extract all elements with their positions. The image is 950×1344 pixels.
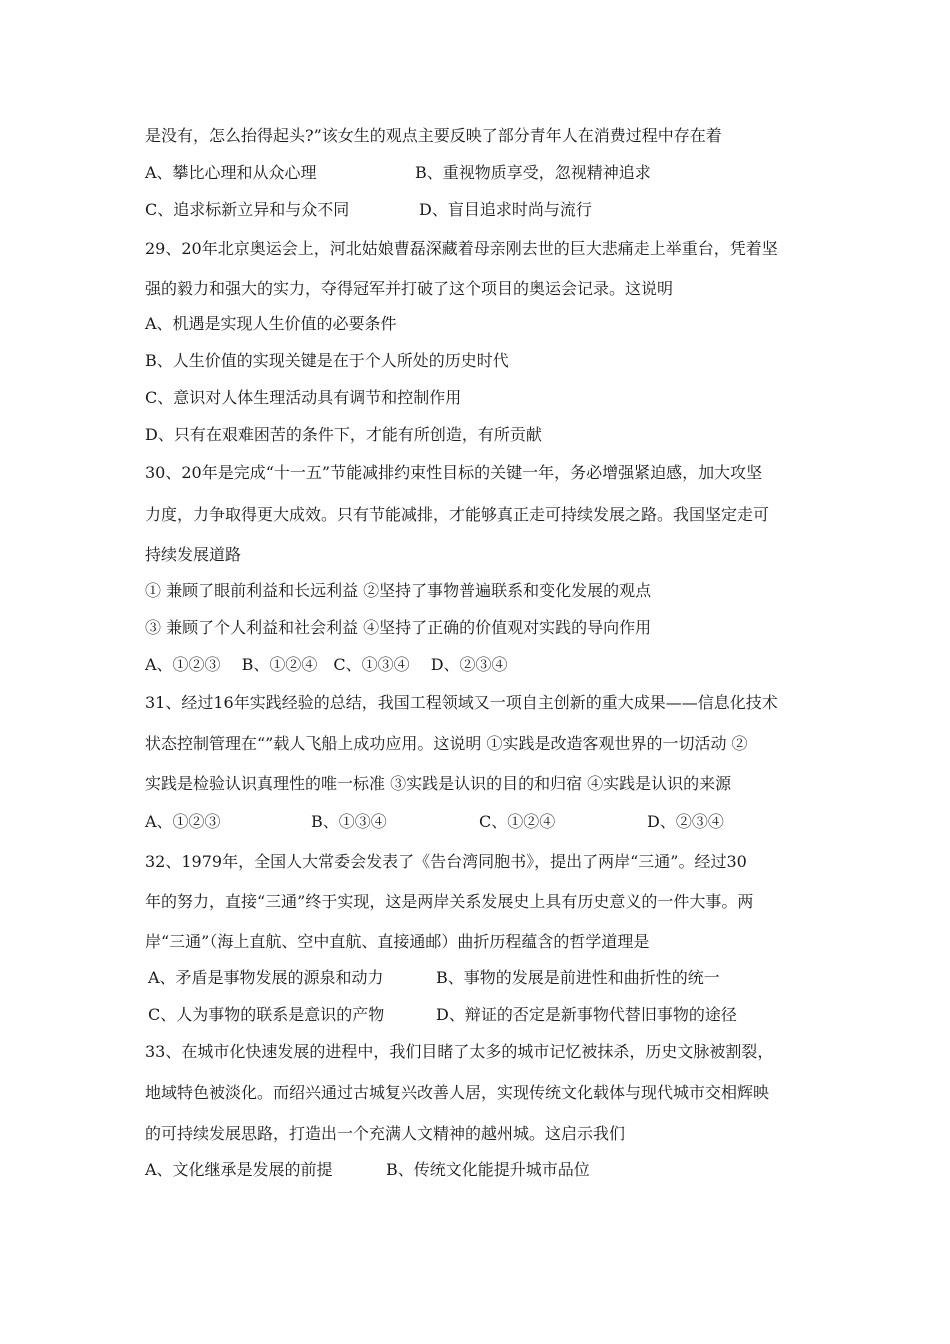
question-32: 32、1979年，全国人大常委会发表了《告台湾同胞书》，提出了两岸“三通”。经过30 bbox=[145, 852, 747, 871]
option-a: A、矛盾是事物发展的源泉和动力 bbox=[148, 968, 384, 987]
text-line: 持续发展道路 bbox=[145, 545, 242, 564]
option-d: D、只有在艰难困苦的条件下，才能有所创造，有所贡献 bbox=[145, 425, 542, 444]
option-b: B、传统文化能提升城市品位 bbox=[386, 1160, 590, 1179]
option-a: A、文化继承是发展的前提 bbox=[145, 1160, 333, 1179]
option-c: C、意识对人体生理活动具有调节和控制作用 bbox=[145, 388, 462, 407]
option-d: D、②③④ bbox=[647, 812, 724, 831]
question-31: 31、经过16年实践经验的总结，我国工程领域又一项自主创新的重大成果——信息化技术 bbox=[145, 693, 778, 712]
option-b: B、①③④ bbox=[311, 812, 387, 831]
text-line: 状态控制管理在“”载人飞船上成功应用。这说明 ①实践是改造客观世界的一切活动 ② bbox=[145, 734, 748, 753]
text-line: 力度，力争取得更大成效。只有节能减排，才能够真正走可持续发展之路。我国坚定走可 bbox=[145, 505, 770, 524]
option-b: B、事物的发展是前进性和曲折性的统一 bbox=[436, 968, 720, 987]
question-29: 29、20年北京奥运会上，河北姑娘曹磊深藏着母亲刚去世的巨大悲痛走上举重台，凭着坚 bbox=[145, 239, 778, 258]
option-a: A、攀比心理和从众心理 bbox=[145, 163, 317, 182]
text-line: 地域特色被淡化。而绍兴通过古城复兴改善人居，实现传统文化载体与现代城市交相辉映 bbox=[145, 1083, 770, 1102]
statement-3-4: ③ 兼顾了个人利益和社会利益 ④坚持了正确的价值观对实践的导向作用 bbox=[145, 618, 652, 637]
text-line: 岸“三通”（海上直航、空中直航、直接通邮）曲折历程蕴含的哲学道理是 bbox=[145, 932, 650, 951]
option-c: C、①②④ bbox=[479, 812, 556, 831]
text-line: 年的努力，直接“三通”终于实现，这是两岸关系发展史上具有历史意义的一件大事。两 bbox=[145, 892, 754, 911]
text-line: 实践是检验认识真理性的唯一标准 ③实践是认识的目的和归宿 ④实践是认识的来源 bbox=[145, 774, 732, 793]
text-line: 强的毅力和强大的实力，夺得冠军并打破了这个项目的奥运会记录。这说明 bbox=[145, 279, 674, 298]
option-c: C、人为事物的联系是意识的产物 bbox=[148, 1005, 385, 1024]
text-line: 是没有，怎么抬得起头?”该女生的观点主要反映了部分青年人在消费过程中存在着 bbox=[145, 126, 722, 145]
text-line: 的可持续发展思路，打造出一个充满人文精神的越州城。这启示我们 bbox=[145, 1124, 626, 1143]
question-33: 33、在城市化快速发展的进程中，我们目睹了太多的城市记忆被抹杀，历史文脉被割裂， bbox=[145, 1042, 774, 1061]
statement-1-2: ① 兼顾了眼前利益和长远利益 ②坚持了事物普遍联系和变化发展的观点 bbox=[145, 581, 652, 600]
answer-options: A、①②③ B、①②④ C、①③④ D、②③④ bbox=[145, 655, 508, 674]
option-c: C、追求标新立异和与众不同 bbox=[145, 200, 350, 219]
option-d: D、盲目追求时尚与流行 bbox=[419, 200, 592, 219]
option-b: B、人生价值的实现关键是在于个人所处的历史时代 bbox=[145, 351, 509, 370]
option-a: A、①②③ bbox=[145, 812, 221, 831]
option-a: A、机遇是实现人生价值的必要条件 bbox=[145, 314, 397, 333]
question-30: 30、20年是完成“十一五”节能减排约束性目标的关键一年，务必增强紧迫感，加大攻坚 bbox=[145, 463, 763, 482]
option-b: B、重视物质享受，忽视精神追求 bbox=[415, 163, 651, 182]
option-d: D、辩证的否定是新事物代替旧事物的途径 bbox=[436, 1005, 737, 1024]
